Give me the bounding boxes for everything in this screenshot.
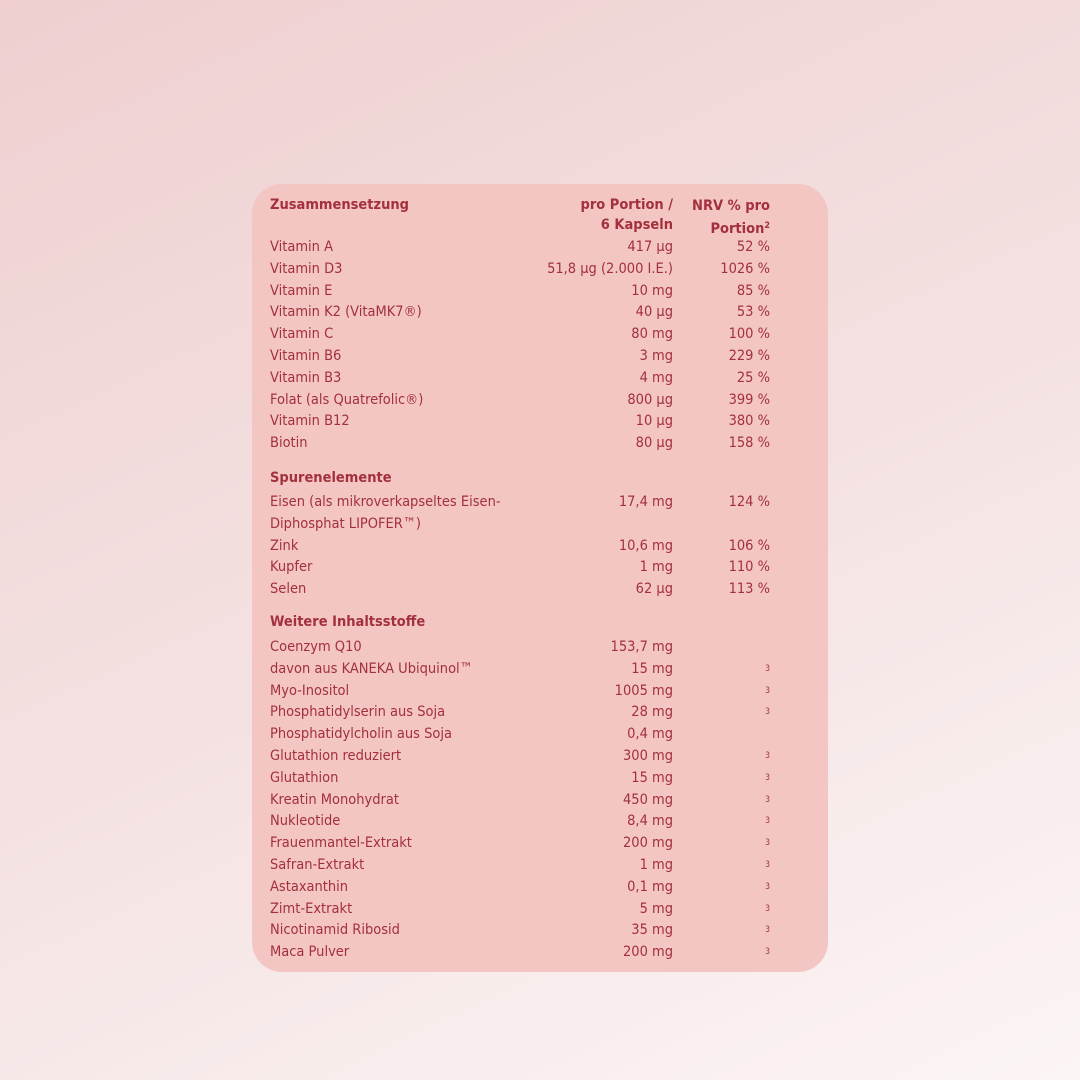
ingredient-name: Coenzym Q10	[270, 639, 362, 655]
ingredient-name: Glutathion reduziert	[270, 747, 402, 764]
ingredient-name: Zimt-Extrakt	[270, 900, 353, 917]
ingredient-name: Kreatin Monohydrat	[270, 791, 399, 808]
ingredient-name: Biotin	[270, 435, 308, 452]
column-header-name: Zusammensetzung	[270, 197, 410, 213]
table-row	[252, 899, 828, 921]
ingredient-name: Vitamin C	[270, 326, 334, 343]
ingredient-nrv: 100 %	[728, 326, 770, 343]
table-row	[252, 920, 828, 942]
table-row	[252, 324, 828, 346]
ingredient-amount: 5 mg	[639, 900, 673, 917]
table-row	[252, 536, 828, 558]
ingredient-name: Myo-Inositol	[270, 682, 350, 699]
nutrition-facts-card	[252, 184, 828, 972]
table-row	[252, 768, 828, 790]
ingredient-nrv: 52 %	[736, 239, 770, 255]
ingredient-name: Vitamin B3	[270, 369, 342, 386]
ingredient-name: Selen	[270, 581, 307, 598]
table-row	[252, 302, 828, 324]
ingredient-nrv: 110 %	[728, 559, 770, 576]
ingredient-nrv: 106 %	[728, 537, 770, 554]
ingredient-amount: 62 µg	[635, 581, 673, 598]
table-row	[252, 746, 828, 768]
ingredient-amount: 417 µg	[627, 239, 673, 255]
ingredient-amount: 40 µg	[635, 304, 673, 321]
table-row	[252, 790, 828, 812]
ingredient-nrv: 1026 %	[720, 260, 770, 277]
table-row	[252, 579, 828, 601]
ingredient-amount: 1 mg	[639, 856, 673, 873]
footnote-marker: 3	[765, 816, 770, 827]
ingredient-amount: 15 mg	[631, 769, 673, 786]
ingredient-nrv: 229 %	[728, 347, 770, 364]
footnote-marker: 3	[765, 859, 770, 870]
table-row	[252, 346, 828, 368]
footnote-marker: 3	[765, 881, 770, 892]
table-row	[252, 855, 828, 877]
table-row	[252, 833, 828, 855]
ingredient-amount: 200 mg	[622, 835, 673, 852]
ingredient-amount: 300 mg	[622, 747, 673, 764]
ingredient-nrv: 158 %	[728, 435, 770, 452]
ingredient-name: Vitamin B6	[270, 347, 342, 364]
footnote-marker: 3	[765, 794, 770, 805]
section-title-other-ingredients: Weitere Inhaltsstoffe	[270, 614, 426, 630]
ingredient-name: Glutathion	[270, 769, 339, 786]
ingredient-name: Vitamin A	[270, 239, 333, 255]
ingredient-name: Vitamin D3	[270, 260, 343, 277]
ingredient-name: Frauenmantel-Extrakt	[270, 835, 412, 852]
table-row	[252, 368, 828, 390]
ingredient-amount: 200 mg	[622, 944, 673, 961]
vitamins-section	[252, 237, 828, 455]
ingredient-name: Safran-Extrakt	[270, 856, 365, 873]
ingredient-amount: 8,4 mg	[627, 813, 673, 830]
ingredient-amount: 15 mg	[631, 660, 673, 677]
ingredient-amount: 0,1 mg	[627, 878, 673, 895]
footnote-marker: 3	[765, 663, 770, 674]
table-row	[252, 724, 828, 746]
ingredient-amount: 51,8 µg (2.000 I.E.)	[547, 260, 673, 277]
ingredient-amount: 17,4 mg	[618, 494, 673, 510]
ingredient-name: Vitamin E	[270, 282, 333, 299]
ingredient-amount: 10 µg	[635, 413, 673, 430]
ingredient-nrv: 25 %	[736, 369, 770, 386]
ingredient-nrv: 124 %	[728, 494, 770, 510]
ingredient-amount: 800 µg	[627, 391, 673, 408]
ingredient-amount: 3 mg	[639, 347, 673, 364]
other-ingredients-section	[252, 637, 828, 964]
ingredient-name: Kupfer	[270, 559, 313, 576]
ingredient-amount: 35 mg	[631, 922, 673, 939]
ingredient-name: Folat (als Quatrefolic®)	[270, 391, 424, 408]
ingredient-amount: 80 mg	[631, 326, 673, 343]
table-header	[252, 184, 828, 244]
table-row	[252, 681, 828, 703]
footnote-marker: 3	[765, 947, 770, 958]
table-row	[252, 637, 828, 659]
footnote-marker: 2	[764, 221, 770, 231]
ingredient-name: Nicotinamid Ribosid	[270, 922, 400, 939]
ingredient-amount: 153,7 mg	[610, 639, 673, 655]
ingredient-nrv: 380 %	[728, 413, 770, 430]
table-row	[252, 877, 828, 899]
ingredient-amount: 1 mg	[639, 559, 673, 576]
table-row	[252, 811, 828, 833]
section-title-trace-elements: Spurenelemente	[270, 470, 392, 486]
trace-elements-section	[252, 492, 828, 601]
ingredient-amount: 10 mg	[631, 282, 673, 299]
table-row	[252, 390, 828, 412]
table-row	[252, 259, 828, 281]
table-row	[252, 659, 828, 681]
ingredient-name: Phosphatidylserin aus Soja	[270, 704, 446, 721]
table-row	[252, 942, 828, 964]
footnote-marker: 3	[765, 685, 770, 696]
ingredient-amount: 80 µg	[635, 435, 673, 452]
ingredient-amount: 28 mg	[631, 704, 673, 721]
ingredient-name: Phosphatidylcholin aus Soja	[270, 726, 452, 743]
table-row	[252, 557, 828, 579]
table-row	[252, 433, 828, 455]
ingredient-nrv: 399 %	[728, 391, 770, 408]
ingredient-amount: 4 mg	[639, 369, 673, 386]
ingredient-amount: 10,6 mg	[618, 537, 673, 554]
table-row	[252, 492, 828, 536]
footnote-marker: 3	[765, 750, 770, 761]
footnote-marker: 3	[765, 838, 770, 849]
ingredient-name: Zink	[270, 537, 299, 554]
footnote-marker: 3	[765, 903, 770, 914]
ingredient-amount: 1005 mg	[614, 682, 673, 699]
ingredient-nrv: 113 %	[728, 581, 770, 598]
footnote-marker: 3	[765, 707, 770, 718]
ingredient-amount: 450 mg	[622, 791, 673, 808]
ingredient-name: Vitamin K2 (VitaMK7®)	[270, 304, 422, 321]
ingredient-nrv: 85 %	[736, 282, 770, 299]
ingredient-name: davon aus KANEKA Ubiquinol™	[270, 660, 473, 677]
footnote-marker: 3	[765, 925, 770, 936]
ingredient-name: Astaxanthin	[270, 878, 349, 895]
ingredient-nrv: 53 %	[736, 304, 770, 321]
ingredient-name: Nukleotide	[270, 813, 341, 830]
footnote-marker: 3	[765, 772, 770, 783]
ingredient-amount: 0,4 mg	[627, 726, 673, 743]
ingredient-name: Maca Pulver	[270, 944, 350, 961]
table-row	[252, 237, 828, 259]
table-row	[252, 411, 828, 433]
column-header-nrv: NRV % pro Portion$^2$	[692, 198, 770, 237]
ingredient-name: Eisen (als mikroverkapseltes Eisen-Diphosphat LIPOFER™)	[270, 494, 501, 532]
table-row	[252, 281, 828, 303]
ingredient-name: Vitamin B12	[270, 413, 350, 430]
column-header-amount: pro Portion / 6 Kapseln	[580, 197, 673, 233]
table-row	[252, 702, 828, 724]
